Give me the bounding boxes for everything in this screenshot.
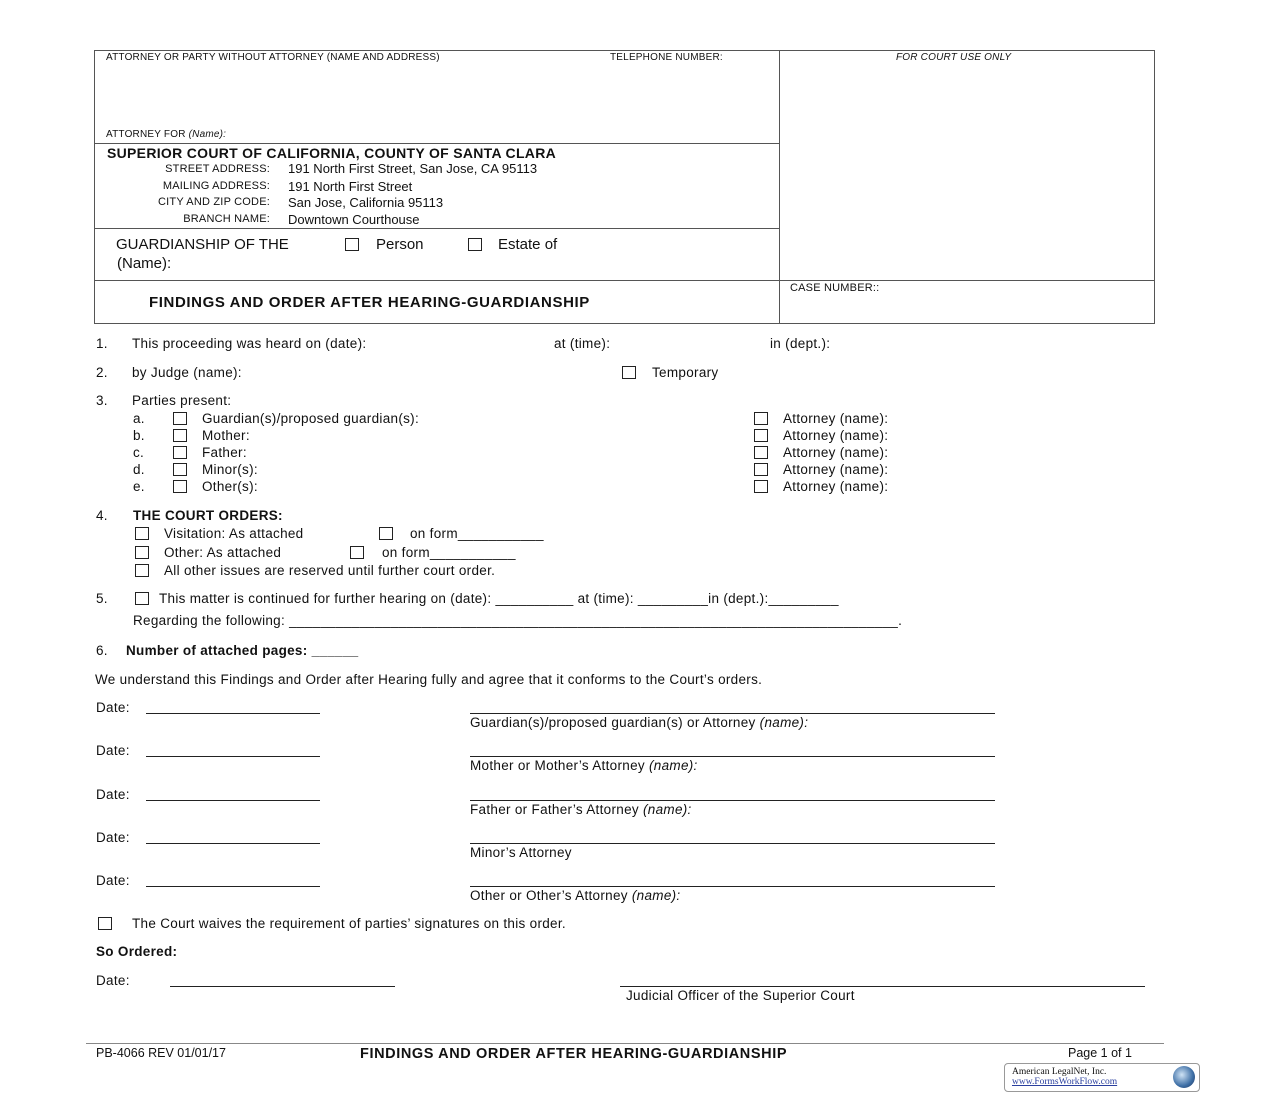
page-number: Page 1 of 1 bbox=[1068, 1046, 1132, 1060]
person-checkbox[interactable] bbox=[345, 238, 359, 251]
signature-date-label: Date: bbox=[96, 743, 130, 759]
party-letter: e. bbox=[133, 479, 145, 494]
judge-label: by Judge (name): bbox=[132, 365, 242, 380]
party-attorney-label: Attorney (name): bbox=[783, 445, 889, 460]
party-letter: d. bbox=[133, 462, 145, 477]
party-attorney-label: Attorney (name): bbox=[783, 462, 889, 477]
court-name: SUPERIOR COURT OF CALIFORNIA, COUNTY OF SANTA CLARA bbox=[107, 145, 557, 161]
party-attorney-checkbox[interactable] bbox=[754, 412, 768, 425]
case-number-label: CASE NUMBER:: bbox=[790, 282, 880, 294]
court-orders-label: THE COURT ORDERS: bbox=[133, 508, 283, 523]
branch-value: Downtown Courthouse bbox=[288, 212, 420, 227]
party-attorney-checkbox[interactable] bbox=[754, 429, 768, 442]
party-letter: b. bbox=[133, 428, 145, 443]
signature-role: Guardian(s)/proposed guardian(s) or Attorney bbox=[470, 715, 760, 730]
other-label: Other: As attached bbox=[164, 545, 282, 560]
logo-company: American LegalNet, Inc. bbox=[1012, 1067, 1107, 1077]
order-date-label: Date: bbox=[96, 973, 130, 988]
party-attorney-label: Attorney (name): bbox=[783, 479, 889, 494]
item-4-number: 4. bbox=[96, 508, 108, 523]
signature-date-line[interactable] bbox=[146, 886, 320, 887]
party-letter: a. bbox=[133, 411, 145, 426]
globe-icon bbox=[1173, 1066, 1195, 1088]
signature-name-hint: (name): bbox=[631, 888, 681, 904]
signature-date-label: Date: bbox=[96, 700, 130, 715]
item-3-number: 3. bbox=[96, 393, 108, 408]
branch-label: BRANCH NAME: bbox=[183, 213, 270, 225]
signature-role: Other or Other’s Attorney bbox=[470, 888, 632, 904]
order-date-line[interactable] bbox=[170, 986, 395, 987]
footer-title: FINDINGS AND ORDER AFTER HEARING-GUARDIANSHIP bbox=[360, 1046, 788, 1062]
signature-line[interactable] bbox=[470, 843, 995, 844]
signature-name-hint: (name): bbox=[648, 758, 698, 774]
other-form-checkbox[interactable] bbox=[350, 546, 364, 559]
hearing-date-label: This proceeding was heard on (date): bbox=[132, 336, 367, 351]
attorney-label: ATTORNEY OR PARTY WITHOUT ATTORNEY (NAME AND ADDRESS) bbox=[106, 52, 440, 63]
signature-line[interactable] bbox=[470, 886, 995, 887]
item-1-number: 1. bbox=[96, 336, 108, 351]
signature-date-label: Date: bbox=[96, 786, 130, 802]
city-label: CITY AND ZIP CODE: bbox=[158, 196, 270, 208]
signature-date-line[interactable] bbox=[146, 756, 320, 757]
signature-line[interactable] bbox=[470, 756, 995, 757]
signature-label bbox=[470, 802, 692, 817]
mailing-label: MAILING ADDRESS: bbox=[162, 180, 270, 192]
temporary-checkbox[interactable] bbox=[622, 366, 636, 379]
attorney-for-label bbox=[106, 129, 226, 140]
item-5-number: 5. bbox=[96, 591, 108, 606]
party-attorney-checkbox[interactable] bbox=[754, 446, 768, 459]
signature-name-hint: (name): bbox=[642, 801, 692, 817]
estate-checkbox[interactable] bbox=[468, 238, 482, 251]
signature-date-line[interactable] bbox=[146, 713, 320, 714]
signature-date-line[interactable] bbox=[146, 800, 320, 801]
continued-label: This matter is continued for further hearing on (date): __________ at (time): _________in (dept.):_________ bbox=[159, 591, 839, 606]
logo-url[interactable]: www.FormsWorkFlow.com bbox=[1012, 1077, 1118, 1087]
hearing-time-label: at (time): bbox=[554, 336, 611, 351]
party-checkbox[interactable] bbox=[173, 463, 187, 476]
visitation-form-checkbox[interactable] bbox=[379, 527, 393, 540]
signature-label bbox=[470, 845, 572, 860]
other-form-label: on form___________ bbox=[382, 545, 516, 560]
item-2-number: 2. bbox=[96, 365, 108, 380]
other-checkbox[interactable] bbox=[135, 546, 149, 559]
party-label: Father: bbox=[202, 445, 247, 460]
signature-label bbox=[470, 758, 698, 773]
party-label: Minor(s): bbox=[202, 462, 258, 477]
parties-label: Parties present: bbox=[132, 393, 232, 408]
hearing-dept-label: in (dept.): bbox=[770, 336, 831, 351]
item-6-number: 6. bbox=[96, 643, 108, 658]
signature-line[interactable] bbox=[470, 800, 995, 801]
party-attorney-checkbox[interactable] bbox=[754, 463, 768, 476]
person-label: Person bbox=[376, 236, 424, 253]
signature-date-label: Date: bbox=[96, 829, 130, 845]
judicial-officer-label: Judicial Officer of the Superior Court bbox=[626, 988, 855, 1003]
signature-label bbox=[470, 888, 681, 903]
party-checkbox[interactable] bbox=[173, 412, 187, 425]
party-attorney-checkbox[interactable] bbox=[754, 480, 768, 493]
judge-signature-line[interactable] bbox=[620, 986, 1145, 987]
waiver-text: The Court waives the requirement of parties’ signatures on this order. bbox=[132, 916, 566, 931]
signature-line[interactable] bbox=[470, 713, 995, 714]
party-label: Mother: bbox=[202, 428, 250, 443]
party-label: Guardian(s)/proposed guardian(s): bbox=[202, 411, 420, 426]
ward-name-label: (Name): bbox=[117, 255, 172, 272]
agreement-text: We understand this Findings and Order after Hearing fully and agree that it conforms to the Court’s orders. bbox=[95, 672, 763, 687]
party-letter: c. bbox=[133, 445, 145, 460]
signature-name-hint: (name): bbox=[759, 715, 809, 730]
attached-pages-label: Number of attached pages: ______ bbox=[126, 643, 359, 658]
party-label: Other(s): bbox=[202, 479, 258, 494]
waiver-checkbox[interactable] bbox=[98, 917, 112, 930]
signature-role: Minor’s Attorney bbox=[470, 844, 572, 860]
attorney-for-name: (Name): bbox=[188, 129, 227, 140]
signature-label bbox=[470, 715, 808, 730]
signature-role: Mother or Mother’s Attorney bbox=[470, 758, 649, 774]
party-checkbox[interactable] bbox=[173, 429, 187, 442]
signature-role: Father or Father’s Attorney bbox=[470, 801, 643, 817]
court-use-label: FOR COURT USE ONLY bbox=[896, 52, 1012, 63]
estate-label: Estate of bbox=[498, 236, 558, 253]
reserved-label: All other issues are reserved until further court order. bbox=[164, 563, 496, 578]
so-ordered-label: So Ordered: bbox=[96, 944, 178, 959]
regarding-label: Regarding the following: ______________________________________________________________________________. bbox=[133, 613, 903, 628]
form-title: FINDINGS AND ORDER AFTER HEARING-GUARDIANSHIP bbox=[149, 294, 590, 311]
temporary-label: Temporary bbox=[652, 365, 719, 380]
party-checkbox[interactable] bbox=[173, 480, 187, 493]
party-attorney-label: Attorney (name): bbox=[783, 411, 889, 426]
guardianship-label: GUARDIANSHIP OF THE bbox=[116, 236, 289, 253]
street-value: 191 North First Street, San Jose, CA 95113 bbox=[288, 161, 538, 176]
mailing-value: 191 North First Street bbox=[288, 179, 413, 194]
telephone-label: TELEPHONE NUMBER: bbox=[610, 52, 723, 63]
american-legalnet-logo[interactable] bbox=[1004, 1063, 1200, 1092]
street-label: STREET ADDRESS: bbox=[165, 163, 270, 175]
party-checkbox[interactable] bbox=[173, 446, 187, 459]
city-value: San Jose, California 95113 bbox=[288, 195, 444, 210]
visitation-checkbox[interactable] bbox=[135, 527, 149, 540]
signature-date-label: Date: bbox=[96, 873, 130, 889]
continued-checkbox[interactable] bbox=[135, 592, 149, 605]
visitation-label: Visitation: As attached bbox=[164, 526, 304, 541]
reserved-checkbox[interactable] bbox=[135, 564, 149, 577]
visitation-form-label: on form___________ bbox=[410, 526, 544, 541]
form-id: PB-4066 REV 01/01/17 bbox=[96, 1046, 226, 1060]
signature-date-line[interactable] bbox=[146, 843, 320, 844]
party-attorney-label: Attorney (name): bbox=[783, 428, 889, 443]
attorney-for-text: ATTORNEY FOR bbox=[106, 129, 186, 140]
